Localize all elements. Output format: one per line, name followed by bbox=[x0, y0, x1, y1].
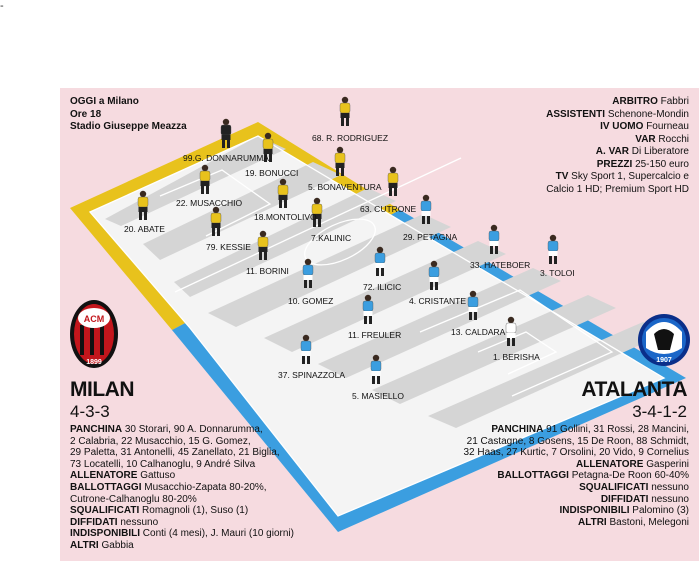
away-player-label: 13. CALDARA bbox=[451, 327, 506, 337]
away-player-label: 10. GOMEZ bbox=[288, 296, 334, 306]
home-formation: 4-3-3 bbox=[70, 402, 110, 421]
away-player-label: 11. FREULER bbox=[348, 330, 402, 340]
away-team-name: ATALANTA bbox=[581, 378, 687, 401]
official-row: ASSISTENTI Schenone-Mondin bbox=[546, 108, 689, 120]
atalanta-crest-year: 1907 bbox=[656, 357, 672, 364]
milan-crest-text: ACM bbox=[83, 314, 105, 324]
home-player-label: 79. KESSIE bbox=[206, 242, 251, 252]
home-player-label: 11. BORINI bbox=[246, 266, 289, 276]
official-row: VAR Rocchi bbox=[635, 133, 689, 145]
home-player-label: 19. BONUCCI bbox=[245, 168, 299, 178]
official-row: ARBITRO Fabbri bbox=[612, 96, 689, 107]
yellow-player-figure-icon bbox=[340, 97, 350, 126]
away-details: PANCHINA 91 Gollini, 31 Rossi, 28 Mancini, 21 Castagne, 8 Gosens, 15 De Roon, 88 Schmidt, 32 Haas, 27 Kurtic, 7 Orsolini, 20 Vido, 9 Cornelius ALLENATORE Gasperini BALLOTTAGGI Petagna-De Roon 60-40% SQUALIFICATI nessuno DIFFIDATI nessuno INDISPONIBILI Palomino (3) ALTRI Bastoni, Melegoni bbox=[463, 424, 689, 528]
home-details: PANCHINA 30 Storari, 90 A. Donnarumma, 2 Calabria, 22 Musacchio, 15 G. Gomez, 29 Paletta, 31 Antonelli, 45 Zanellato, 21 Biglia, 73 Locatelli, 10 Calhanoglu, 9 André Silva ALLENATORE Gattuso BALLOTTAGGI Musacchio-Zapata 80-20%, Cutrone-Calhanoglu 80-20% SQUALIFICATI Romagnoli (1), Suso (1) DIFFIDATI nessuno INDISPONIBILI Conti (4 mesi), J. Mauri (10 giorni) ALTRI Gabbia bbox=[70, 424, 294, 551]
corner-mark: - bbox=[0, 0, 4, 12]
match-time: Ore 18 bbox=[70, 108, 102, 120]
official-row: TV Sky Sport 1, Supercalcio e bbox=[555, 171, 689, 182]
match-info bbox=[70, 96, 187, 134]
away-player-label: 29. PETAGNA bbox=[403, 232, 458, 242]
away-formation: 3-4-1-2 bbox=[632, 402, 687, 421]
official-row: A. VAR Di Liberatore bbox=[595, 146, 689, 157]
official-row: IV UOMO Fourneau bbox=[600, 121, 689, 132]
away-player-label: 3. TOLOI bbox=[540, 268, 575, 278]
away-player-label: 4. CRISTANTE bbox=[409, 296, 466, 306]
milan-crest-year: 1899 bbox=[86, 359, 102, 366]
away-player-label: 1. BERISHA bbox=[493, 352, 540, 362]
home-player-label: 68. R. RODRIGUEZ bbox=[312, 133, 389, 143]
atalanta-crest-icon bbox=[638, 314, 690, 366]
officials-info bbox=[489, 96, 689, 196]
milan-crest-icon bbox=[70, 300, 118, 368]
home-player-label: 7.KALINIC bbox=[311, 233, 352, 243]
official-row: PREZZI 25-150 euro bbox=[596, 158, 689, 170]
away-player-label: 5. MASIELLO bbox=[352, 391, 404, 401]
home-player-label: 5. BONAVENTURA bbox=[308, 182, 382, 192]
away-player-label: 72. ILICIC bbox=[363, 282, 402, 292]
home-player-label: 22. MUSACCHIO bbox=[176, 198, 243, 208]
match-venue: Stadio Giuseppe Meazza bbox=[70, 121, 187, 132]
home-player-label: 20. ABATE bbox=[124, 224, 165, 234]
official-row: Calcio 1 HD; Premium Sport HD bbox=[546, 183, 689, 195]
away-player-label: 33. HATEBOER bbox=[470, 260, 531, 270]
yellow-player-figure-icon bbox=[388, 167, 398, 196]
home-player-label: 63. CUTRONE bbox=[360, 204, 417, 214]
match-day: OGGI a Milano bbox=[70, 96, 139, 107]
yellow-player-figure-icon bbox=[335, 147, 345, 176]
blue-player-figure-icon bbox=[548, 235, 558, 264]
home-player-label: 18.MONTOLIVO bbox=[254, 212, 317, 222]
home-player-label: 99.G. DONNARUMMA bbox=[183, 153, 269, 163]
away-player-label: 37. SPINAZZOLA bbox=[278, 370, 346, 380]
home-team-name: MILAN bbox=[70, 378, 134, 401]
